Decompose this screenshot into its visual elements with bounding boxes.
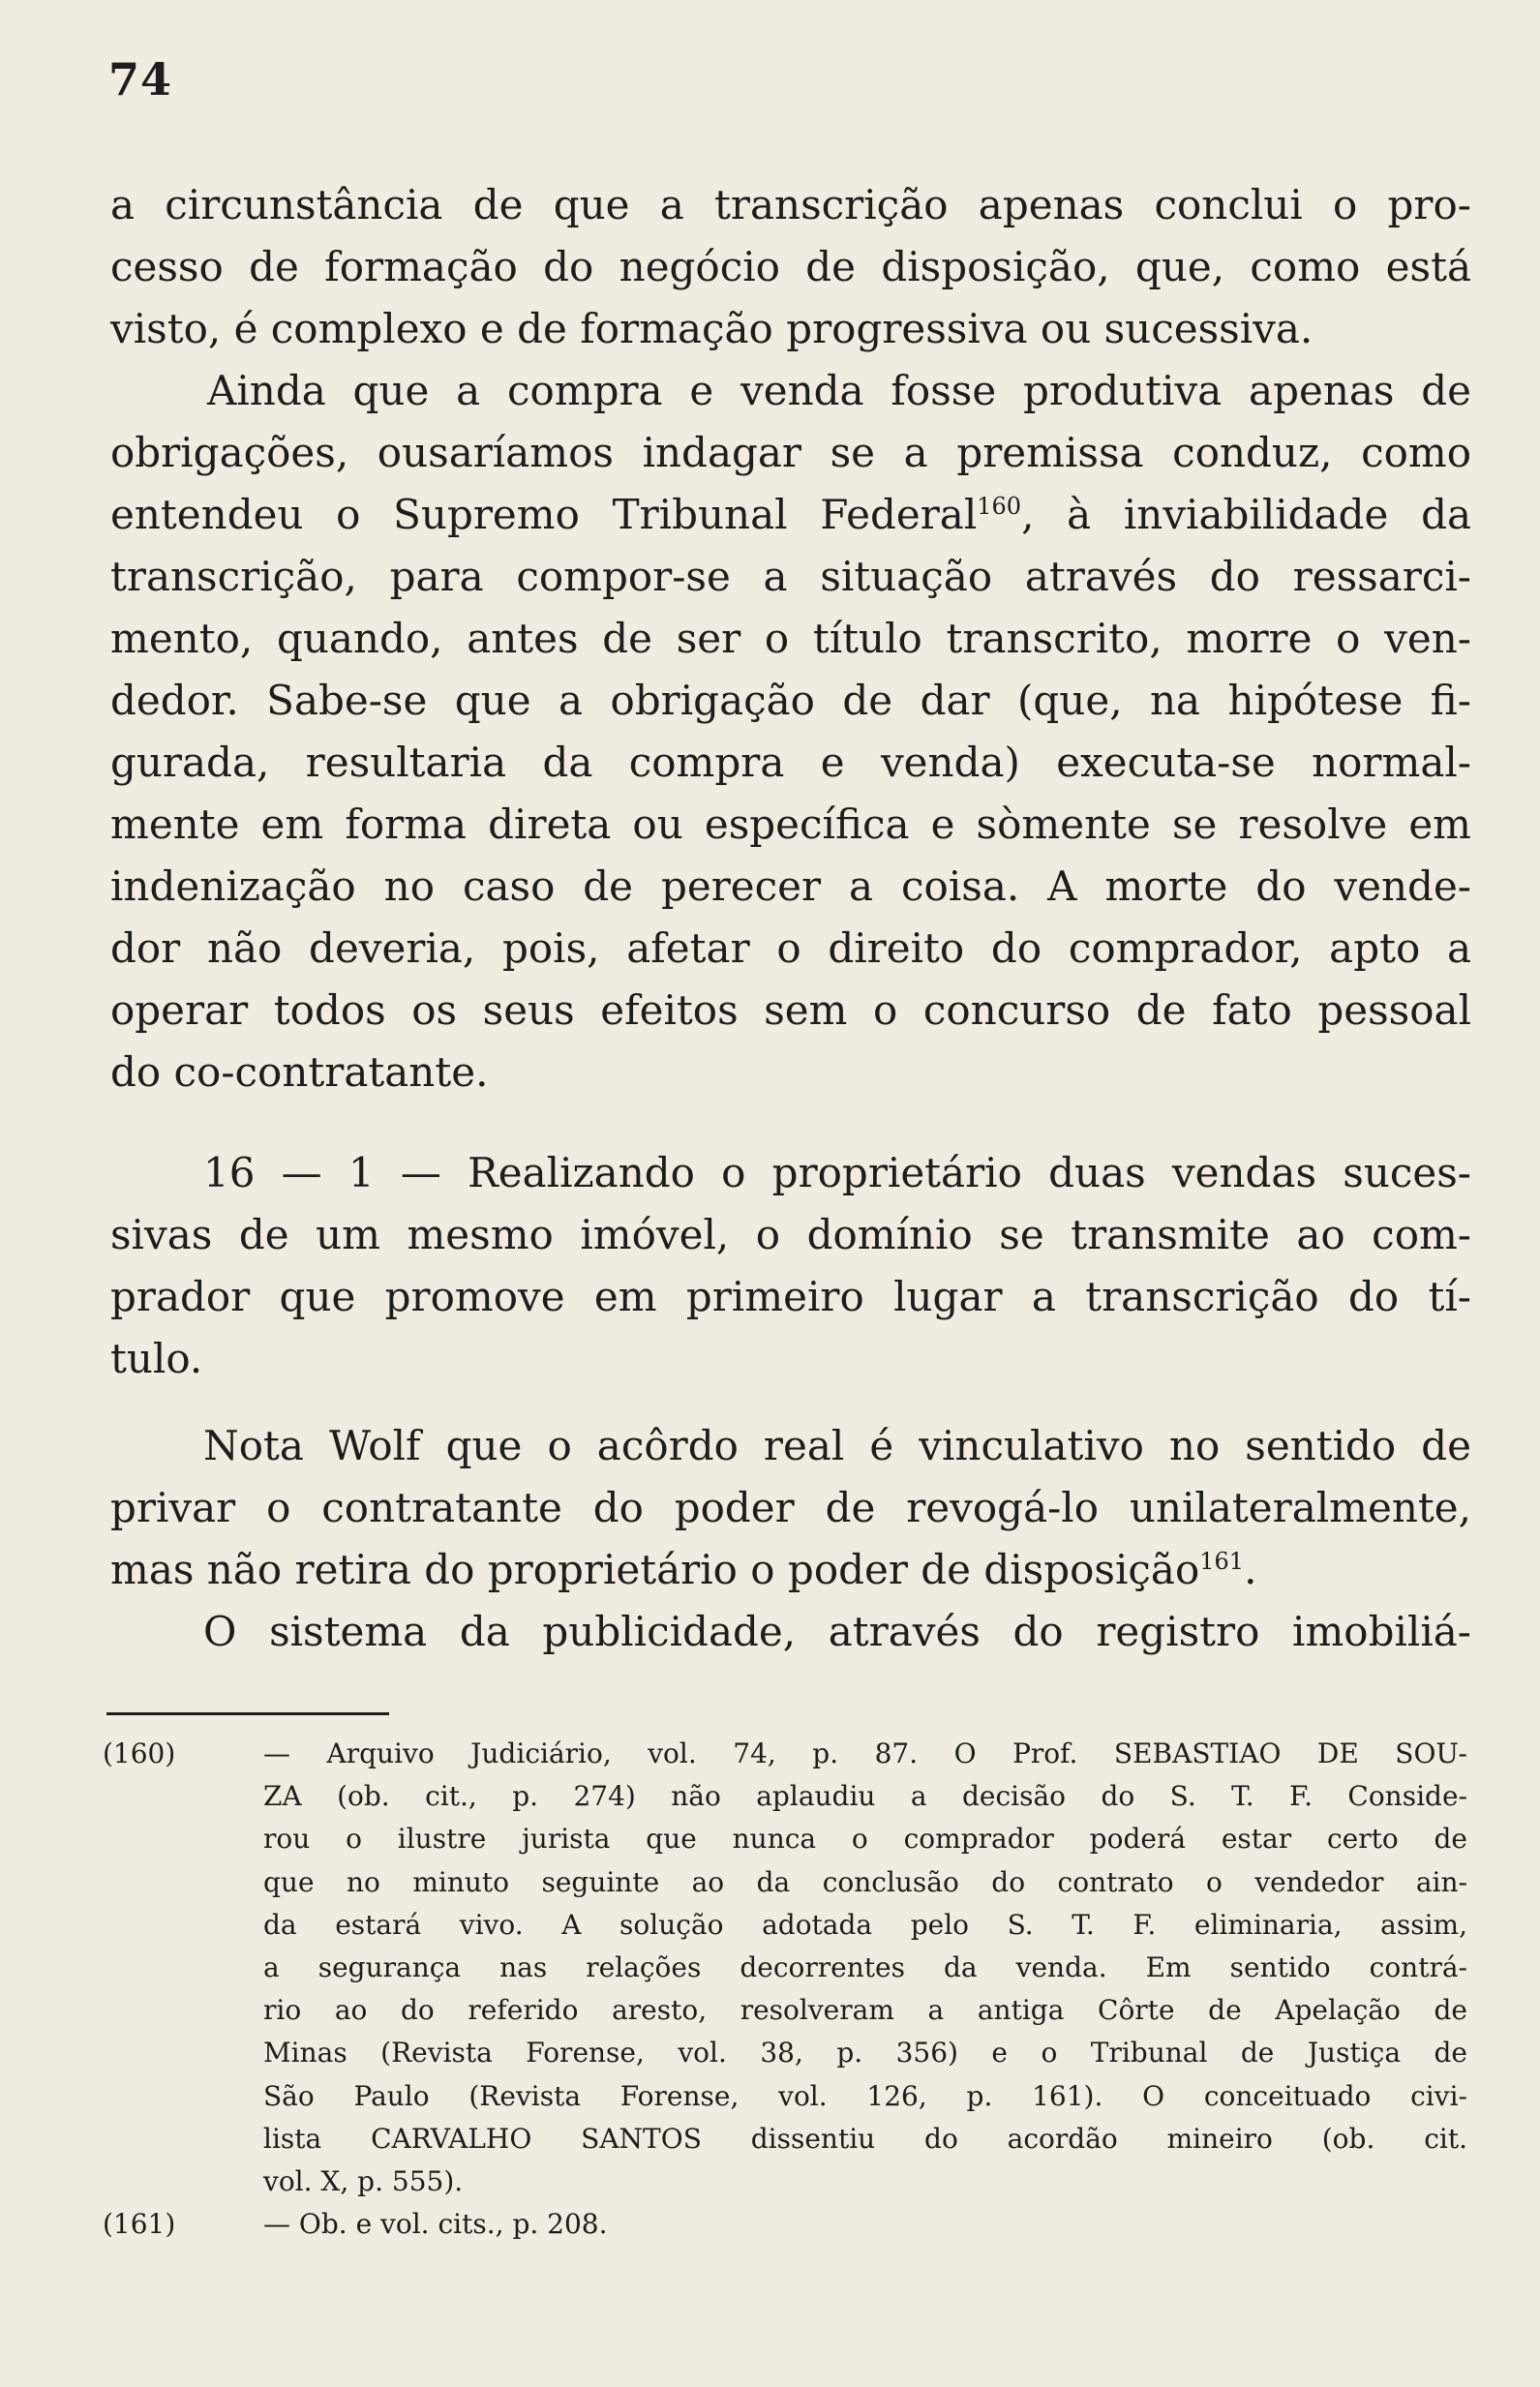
text-line: prador que promove em primeiro lugar a transcrição do tí- xyxy=(110,1273,1471,1320)
text-line: obrigações, ousaríamos indagar se a premissa conduz, como xyxy=(110,429,1471,476)
text-line: privar o contratante do poder de revogá-lo unilateralmente, xyxy=(110,1484,1471,1531)
footnote-text: — Ob. e vol. cits., p. 208. xyxy=(263,2208,608,2241)
paragraph xyxy=(110,1415,1471,1601)
text-line: operar todos os seus efeitos sem o concurso de fato pessoal xyxy=(110,986,1471,1034)
text-line: do co-contratante. xyxy=(110,1048,489,1096)
text-line: visto, é complexo e de formação progressiva ou sucessiva. xyxy=(110,305,1314,352)
paragraph xyxy=(110,1142,1471,1390)
text-line: indenização no caso de perecer a coisa. A morte do vende- xyxy=(110,862,1471,910)
text-line: 16 — 1 — Realizando o proprietário duas vendas suces- xyxy=(203,1149,1471,1196)
text-line: Nota Wolf que o acôrdo real é vinculativo no sentido de xyxy=(203,1422,1471,1469)
text-segment: mas não retira do proprietário o poder de disposição xyxy=(110,1546,1200,1593)
footnote-line xyxy=(103,1733,1467,1775)
text-line xyxy=(110,484,1471,546)
footnote-line: da estará vivo. A solução adotada pelo S. T. F. eliminaria, assim, xyxy=(263,1908,1467,1941)
text-line: cesso de formação do negócio de disposição, que, como está xyxy=(110,243,1471,290)
text-line: sivas de um mesmo imóvel, o domínio se transmite ao com- xyxy=(110,1211,1471,1258)
footnote-line: que no minuto seguinte ao da conclusão do contrato o vendedor ain- xyxy=(263,1865,1467,1898)
text-line: dor não deveria, pois, afetar o direito do comprador, apto a xyxy=(110,924,1471,972)
footnote-number: (161) xyxy=(103,2208,176,2241)
footnote xyxy=(103,1733,1467,2203)
footnote-line: ZA (ob. cit., p. 274) não aplaudiu a decisão do S. T. F. Conside- xyxy=(263,1780,1467,1813)
footnote-rule xyxy=(106,1712,389,1715)
text-line: tulo. xyxy=(110,1335,203,1382)
paragraph xyxy=(110,360,1471,1103)
text-line: transcrição, para compor-se a situação através do ressarci- xyxy=(110,553,1471,600)
text-segment: . xyxy=(1244,1546,1257,1593)
footnote-number: (160) xyxy=(103,1737,176,1769)
footnote-line: Minas (Revista Forense, vol. 38, p. 356) e o Tribunal de Justiça de xyxy=(263,2037,1467,2070)
footnote-ref: 160 xyxy=(977,493,1022,520)
footnote-line xyxy=(103,2203,1467,2246)
footnote-line: a segurança nas relações decorrentes da venda. Em sentido contrá- xyxy=(263,1950,1467,1983)
section-gap xyxy=(110,1103,1471,1142)
text-line: dedor. Sabe-se que a obrigação de dar (que, na hipótese fi- xyxy=(110,677,1471,724)
footnote-line: rou o ilustre jurista que nunca o comprador poderá estar certo de xyxy=(263,1823,1467,1856)
footnote-ref: 161 xyxy=(1199,1548,1245,1575)
text-line: a circunstância de que a transcrição apenas conclui o pro- xyxy=(110,181,1471,228)
footnote-line: São Paulo (Revista Forense, vol. 126, p. 161). O conceituado civi- xyxy=(263,2079,1467,2112)
text-line: mente em forma direta ou específica e sòmente se resolve em xyxy=(110,801,1471,848)
text-segment: , à inviabilidade da xyxy=(1021,491,1471,538)
footnote-line: rio ao do referido aresto, resolveram a antiga Côrte de Apelação de xyxy=(263,1994,1467,2027)
text-line xyxy=(110,1539,1471,1601)
footnote-line: lista CARVALHO SANTOS dissentiu do acordão mineiro (ob. cit. xyxy=(263,2122,1467,2155)
footnote xyxy=(103,2203,1467,2246)
text-line: mento, quando, antes de ser o título transcrito, morre o ven- xyxy=(110,615,1471,662)
page-number: 74 xyxy=(108,53,173,106)
footnote-line: vol. X, p. 555). xyxy=(263,2164,464,2197)
text-line: Ainda que a compra e venda fosse produtiva apenas de xyxy=(207,367,1471,414)
text-line: gurada, resultaria da compra e venda) executa-se normal- xyxy=(110,739,1471,786)
footnotes xyxy=(103,1733,1467,2246)
section-gap xyxy=(110,1390,1471,1415)
body-text xyxy=(110,174,1471,1663)
text-line: O sistema da publicidade, através do registro imobiliá- xyxy=(203,1608,1471,1655)
text-segment: entendeu o Supremo Tribunal Federal xyxy=(110,491,978,538)
footnote-text: — Arquivo Judiciário, vol. 74, p. 87. O Prof. SEBASTIAO DE SOU- xyxy=(263,1737,1467,1769)
paragraph xyxy=(110,174,1471,360)
paragraph xyxy=(110,1601,1471,1663)
